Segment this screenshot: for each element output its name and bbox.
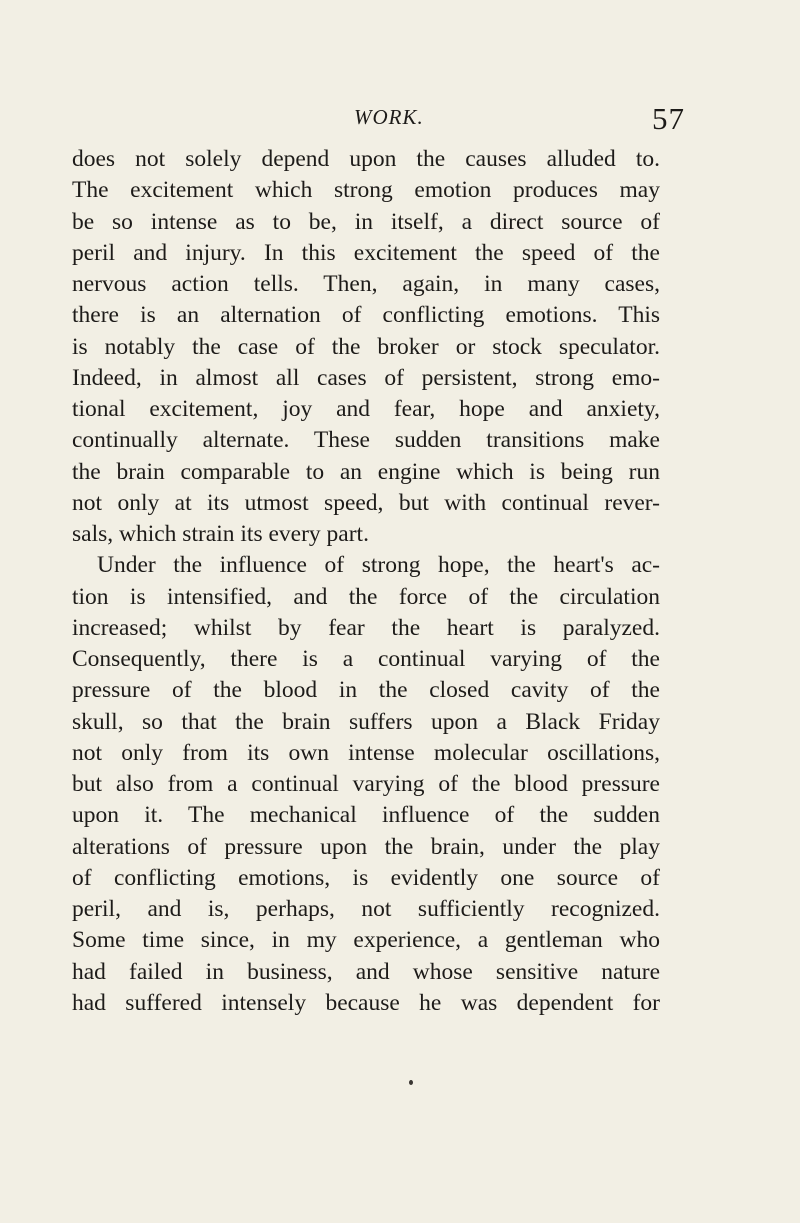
text-line: there is an alternation of conflicting emotions. This (72, 302, 660, 329)
text-line: tion is intensified, and the force of the circulation (72, 583, 660, 610)
text-line: Some time since, in my experience, a gentleman who (72, 927, 660, 954)
ink-speck (409, 1080, 413, 1085)
text-line: peril, and is, perhaps, not sufficiently recognized. (72, 896, 660, 922)
text-line: nervous action tells. Then, again, in many cases, (72, 271, 660, 297)
text-line: had suffered intensely because he was dependent for (72, 989, 660, 1016)
page-number: 57 (652, 101, 685, 136)
text-line: increased; whilst by fear the heart is paralyzed. (72, 614, 660, 641)
text-line: alterations of pressure upon the brain, under the play (72, 833, 660, 860)
text-line: not only from its own intense molecular oscillations, (72, 739, 660, 766)
running-title: WORK. (354, 105, 424, 129)
text-line: of conflicting emotions, is evidently one source of (72, 864, 660, 891)
text-line: peril and injury. In this excitement the speed of the (72, 239, 660, 266)
text-line: is notably the case of the broker or stock speculator. (72, 333, 660, 360)
text-line: The excitement which strong emotion produces may (72, 177, 660, 204)
text-line: Consequently, there is a continual varying of the (72, 646, 660, 672)
text-line: does not solely depend upon the causes alluded to. (72, 146, 660, 172)
text-line: pressure of the blood in the closed cavity of the (72, 677, 660, 704)
text-line: skull, so that the brain suffers upon a Black Friday (72, 708, 660, 735)
text-line: be so intense as to be, in itself, a direct source of (72, 208, 660, 235)
body-text (72, 144, 660, 1019)
text-line: not only at its utmost speed, but with continual rever- (72, 489, 660, 516)
text-line: the brain comparable to an engine which is being run (72, 458, 660, 485)
text-line: sals, which strain its every part. (72, 521, 369, 547)
text-line: tional excitement, joy and fear, hope and anxiety, (72, 396, 660, 422)
text-line: upon it. The mechanical influence of the sudden (72, 802, 660, 829)
text-line: had failed in business, and whose sensitive nature (72, 958, 660, 985)
text-line: Indeed, in almost all cases of persistent, strong emo- (72, 364, 660, 391)
text-line: Under the influence of strong hope, the heart's ac- (97, 552, 660, 579)
text-line: but also from a continual varying of the blood pressure (72, 771, 660, 797)
text-line: continually alternate. These sudden transitions make (72, 427, 660, 454)
running-head (0, 101, 800, 137)
